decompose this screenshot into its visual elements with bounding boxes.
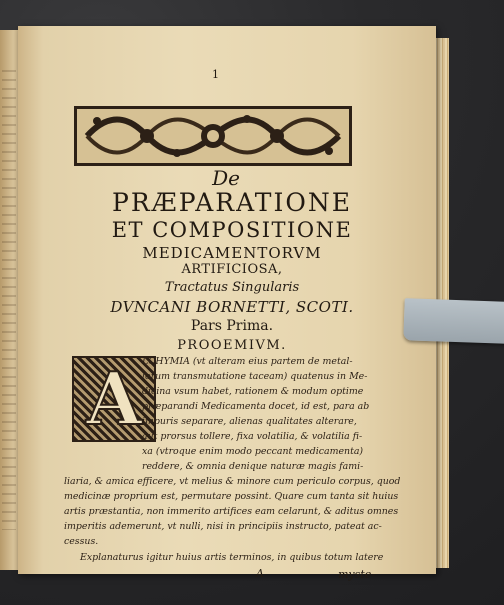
author-name: DVNCANI BORNETTI, SCOTI. xyxy=(110,298,354,316)
body-line: medicinæ proprium est, permutare possint. Quare cum tanta sit huius xyxy=(64,491,399,502)
body-line: LCHYMIA (vt alteram eius partem de metal- xyxy=(142,356,353,367)
body-line: lorum transmutatione taceam) quatenus in Me- xyxy=(142,371,368,382)
body-line: impuris separare, alienas qualitates alterare, xyxy=(142,416,357,427)
paper-bookmark xyxy=(403,298,504,344)
title-line-tractatus: Tractatus Singularis xyxy=(164,280,300,295)
body-line: liaria, & amica efficere, vt melius & minore cum periculo corpus, quod xyxy=(64,476,401,487)
facing-page-text xyxy=(2,70,16,530)
decorated-initial xyxy=(72,356,156,442)
body-line: xa (vtroque enim modo peccant medicamenta) xyxy=(142,446,364,457)
catchword: myste- xyxy=(338,568,375,581)
body-line: aut prorsus tollere, fixa volatilia, & volatilia fi- xyxy=(142,431,363,442)
title-de: De xyxy=(212,166,240,190)
body-line: cessus. xyxy=(64,536,99,547)
part-heading: Pars Prima. xyxy=(190,318,274,334)
body-line: præparandi Medicamenta docet, id est, para ab xyxy=(142,401,370,412)
body-line: imperitis ademerunt, vt nulli, nisi in principiis instructo, pateat ac- xyxy=(64,521,382,532)
body-line: reddere, & omnia denique naturæ magis fami- xyxy=(142,461,364,472)
initial-letter: A xyxy=(86,356,142,441)
body-line: Explanaturus igitur huius artis terminos, in quibus totum latere xyxy=(80,552,384,563)
title-line-medicamentorum: MEDICAMENTORVM xyxy=(142,244,322,262)
body-line: dicina vsum habet, rationem & modum optime xyxy=(142,386,364,397)
section-heading-prooemium: PROOEMIVM. xyxy=(177,338,287,353)
title-line-praeparatione: PRÆPARATIONE xyxy=(112,188,352,217)
body-line: artis præstantia, non immerito artifices eam celarunt, & aditus omnes xyxy=(64,506,399,517)
title-line-artificiosa: ARTIFICIOSA, xyxy=(181,262,283,277)
ornamental-headpiece xyxy=(74,106,352,166)
page-number: 1 xyxy=(212,68,219,81)
signature-mark: A xyxy=(256,567,264,580)
book-page xyxy=(18,26,436,581)
title-line-et-compositione: ET COMPOSITIONE xyxy=(111,218,353,242)
